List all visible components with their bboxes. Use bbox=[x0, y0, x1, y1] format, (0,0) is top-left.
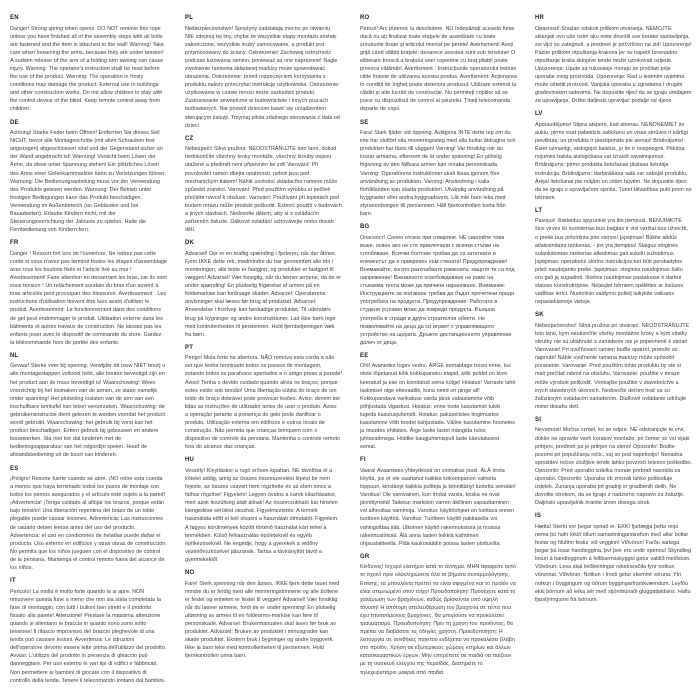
lang-code-gr: GR bbox=[360, 553, 370, 560]
warning-text-fr: Danger ! Ressort fort lors de l'ouverture. Ne retirez pas cette corde si vous n'avez pas terminé toutes les étapes d'assemblage avec tous les boulons fixés et l'article fixé au mur ! Avertissement! Faire attention en desserrant les bras, car ils sont sous tension ! Un relâchement soudain du bras d'un auvent à bras articulés peut provoquer des blessures. Avertissement : Les instructions d'utilisation doivent être lues avant d'utiliser le produit. Avertissement: Le fonctionnement dans des conditions de gel peut endommager le produit. Utilisation externe dans les bâtiments et autres travaux de construction. Ne laissez pas les enfants jouer avec le dispositif de commande du store. Gardez la télécommande hors de portée des enfants. bbox=[10, 250, 167, 346]
lang-section-lv bbox=[535, 111, 692, 201]
lang-section-es bbox=[10, 466, 167, 573]
lang-section-hr bbox=[535, 15, 692, 105]
warning-text-ro: Pericol! Arc puternic la deschidere. NU îndepărtați această funie dacă nu ați finalizat toate etapele de asamblare cu toate șuruburile fixate și articolul montat pe perete! Avertisment! Aveți grijă când slăbiți brațele, deoarece acestea sunt sub tensiune! O eliberare bruscă a brațului unei copertine cu braț pliabil poate provoca vătămări. Avertisment : Instrucțiunile operatorului trebuie citite înainte de utilizarea acestui produs. Avertisment: Acționarea în condiții de îngheț poate deteriora produsul. Utilizare externă la clădiri și alte lucrări de construcție. Nu permiteți copiilor să se joace cu dispozitivul de control al jaluzelei. Țineți telecomanda departe de copii. bbox=[360, 25, 517, 113]
column-4 bbox=[535, 15, 692, 692]
warning-text-dk: Advarsel! Der er en kraftig spænding i fjederen, når der åbnes. Fjern IKKE dette reb, medmindre du har gennemført alle trin i monteringen, alle bolte er fastgjort, og produktet er fastgjort til væggen! Advarsel! Vær forsigtig, når du løsner armene, da de er under spænding! En pludselig frigørelse af armen på en foldemarkise kan forårsage skader. Advarsel: Operatørens anvisninger skal læses før brug af produktet. Advarsel: Anvendelse i frostvejr kan beskadige produktet. Til udendørs brug på bygninger og andre konstruktioner. Lad ikke børn lege med kontrolenheden til persiennen. Hold fjernbetjeningen væk fra børn. bbox=[185, 250, 342, 338]
warning-text-bg: Опасност! Силен отскок при отваряне. НЕ сваляйте това въже, освен ако не сте приключили с всички стъпки на сглобяване. Всички болтове трябва да са затегнати и елементът да е прикрепен към стената! Предупреждение! Внимавайте, когато разхлабвате рамената, защото те са под напрежение! Внезапното освобождаване на рамо на сгъваема тента може да причини нараняване. Внимание: Инструкциите за ползване трябва да бъдат прочетени преди употребата на продукта. Предупреждение: Работата в студени условия може да повреди продукта. Външна употреба в сгради и други строителни обекти. Не позволявайте на деца да си играят с управляващото устройство на щората. Дръжте дистанционното управление далеч от деца. bbox=[360, 234, 515, 346]
lang-section-ro bbox=[360, 15, 517, 114]
lang-code-no: NO bbox=[185, 570, 195, 577]
warning-text-en: Danger! Strong spring when opens. DO NOT remove this rope unless you have finished all of the assembly steps with all bolts are fastened and the item is attached to the wall! Warning! Take care when loosening the arms, because they are under tension! A sudden release of the arm of a folding arm awning can cause injury. Warning: The operator's instruction shall be read before the use of the product. Warning: The operation in frosty conditions may damage the product. External use in buildings and other construction works. Do not allow children to play with the control device of the blind. Keep remote control away from children. bbox=[10, 25, 164, 113]
lang-section-bg bbox=[360, 224, 517, 347]
lang-code-cz: CZ bbox=[185, 135, 194, 142]
warning-text-ee: Oht! Avanedes tugev vedru. ÄRGE eemaldage trossi enne, kui olete lõpetanud kõik kokkupaneku etapid, kõik poldid on kinni keeratud ja ese on kinnitatud seina külge! Hoiatus! Varraste lahti laskmisel olge ettevaatlik, kuna need on pinge all! Kokkupandava varikatuse varda järsk vabastamine võib põhjustada vigastusi. Hoiatus: enne toote kasutamist tuleb lugeda kasutusjuhendit. Hoiatus: pakaselistes tingimustes kasutamine võib toodet kahjustada. Väline kasutamine hoonetes ja muudes ehitistes. Ärge laske lastel mängida ruloo juhtseadmega. Hoidke kaugjuhtimispult laste käeulatusest eemal. bbox=[360, 363, 516, 451]
lang-code-lt: LT bbox=[535, 207, 543, 214]
lang-section-sk bbox=[535, 312, 692, 411]
warning-text-gr: Κίνδυνος! Ισχυρό ελατήριο κατά το άνοιγμα. ΜΗΝ αφαιρείτε αυτό το σχοινί πριν ολοκληρώσετε όλα τα βήματα συναρμολόγησης. Επίσης, τα μπουλόνια πρέπει να είναι σφιγμένα και το προϊόν να είναι στερεωμένο στον τοίχο! Προειδοποίηση! Προσέχετε κατά τη χαλάρωση των βραχιόνων, καθώς βρίσκονται υπό υψηλή τάνυση! Η απότομη απελευθέρωση του βραχίονα σε τέντα που έχει πτυσσόμενους βραχίονες, θα μπορούσε να προκαλέσει τραυματισμό. Προειδοποίηση: Πριν τη χρήση του προϊόντος, θα πρέπει να διαβάσετε τις οδηγίες χρήστη. Προειδοποίηση: Η λειτουργία σε συνθήκες παγετού ενδέχεται να προκαλέσει βλάβη στο προϊόν. Χρήση σε εξωτερικούς χώρους κτηρίων και άλλων κατασκευαστικών έργων. Μην επιτρέπετε σε παιδιά να παίζουν με τη συσκευή ελέγχου της περσίδας. Διατηρείτε το τηλεχειριστήριο μακριά από παιδιά. bbox=[360, 564, 516, 676]
lang-section-dk bbox=[185, 240, 342, 339]
lang-section-is bbox=[535, 513, 692, 603]
lang-section-hu bbox=[185, 457, 342, 564]
lang-code-se: SE bbox=[360, 119, 369, 126]
warning-text-hu: Veszély! Kinyitáskor a rugó erősen kipattan. NE távolítsa el a kötelet addig, amíg az összes összeszerelési lépést be nem fejezte, az összes csavart nem rögzítette és az elem nincs a falhoz rögzítve! Figyelem! Legyen óvatos a karok kilazításakor, mert azok feszültség alatt állnak! Az összecsukható kar hirtelen kiengedése sérülést okozhat. Figyelmeztetés: A termék használata előtt el kell olvasni a használati útmutatót. Figyelem: A fagyos körülmények között történő használat kárt tehet a termékben. Külső felhasználás épületeknél és egyéb építkezéseknél. Ne engedje, hogy a gyerekek a redőny vezérlőeszközével játszanak. Tartsa a távirányítót távol a gyermekektől. bbox=[185, 467, 339, 563]
lang-code-pl: PL bbox=[185, 15, 194, 21]
lang-section-nl bbox=[10, 353, 167, 460]
warning-text-no: Fare! Sterk spenning når den åpnes. IKKE fjern dette tauet med mindre du er ferdig med alle monteringstrinnene og alle boltene er festet og enheten er festet til veggen! Advarsel! Vær forsiktig når du løsner armene, fordi de er under spenning! En plutselig utløsning av armen til en foldearms-markise kan føre til personskade. Advarsel: Brukermanualen skal leses før bruk av produktet. Advarsel: Bruken av produktet i minusgrader kan skade produktet. Ekstern bruk i bygninger og andre byggverk. Ikke la barn leke med kontrollenheten til persiennen. Hold fjernkontrollen unna barn. bbox=[185, 580, 340, 660]
lang-section-gr bbox=[360, 554, 517, 677]
lang-code-pt: PT bbox=[185, 344, 194, 351]
lang-section-no bbox=[185, 570, 342, 660]
lang-code-hr: HR bbox=[535, 15, 545, 21]
lang-code-fi: FI bbox=[360, 457, 366, 464]
lang-code-si: SI bbox=[535, 416, 542, 423]
lang-code-fr: FR bbox=[10, 240, 19, 247]
lang-section-se bbox=[360, 120, 517, 219]
warning-text-lt: Pavojus! Išskleidus spyruoklė yra itin įtempusi. NENUIMKITE šios virvės iki surinkimas bus baigtas ir visi varžtai bus užveržti, o prekė bus pritvirtinta prie sienos! Įspėjimas! Būkite atidūs atlaisvindami rankenas, - jos yra įtemptos! Staigus stoginės sulankstomas rankenas atleidimas gali sukelti sužeidimus. Įspėjimas: operatoriui skirtos instrukcijos turi būti perskaitytos prieš naudojantis preke. Įspėjimas: stoginės naudojimas šaltu oru gali ją sugadinti. Išorinis naudojimas pastatuose ir darbui statose konstrukcijose. Neļaujiet bērniem spēlēties ar žalūzes vadības ierīci. Nuotolinio valdymo pultelį laikykite vaikams nepasiekiamoje vietoje. bbox=[535, 218, 688, 306]
lang-code-es: ES bbox=[10, 465, 19, 472]
lang-section-pt bbox=[185, 345, 342, 452]
lang-section-de bbox=[10, 120, 167, 235]
warning-text-de: Achtung! Starke Feder beim Öffnen! Entfernen Sie dieses Seil NICHT, bevor alle Montageschritte (mit allen Schrauben fest angezogen) abgeschlossen sind und der Gegenstand sicher an der Wand angebracht ist! Warnung! Vorsicht beim Lösen der Arme, da diese unter Spannung stehen! Ein plötzliches Lösen des Arms einer Gelenkarmmarkise kann zu Verletzungen führen. Warnung: Die Bedienungsanleitung muss vor der Verwendung des Produkts gelesen werden. Warnung: Der Betrieb unter frostigen Bedingungen kann das Produkt beschädigen. Verwendung im Außenbereich (an Gebäuden und bei Bauarbeiten). Erlaube Kindern nicht, mit der Steuerungsvorrichtung der Jalousie zu spielen. Halte die Fernbedienung von Kindern fern. bbox=[10, 130, 166, 234]
warning-text-nl: Gevaar! Sterke veer bij opening. Verwijder dit touw NIET tenzij u alle montagestappen voltooid hebt, alle bouten bevestigd zijn en het product aan de muur bevestigd is! Waarschuwing! Wees voorzichtig bij het losmaken van de armen, ze staan namelijk onder spanning! Het plotseling loslaten van de arm van een inschuifbare armluifel kan letsel veroorzaken. Waarschuwing: de gebruikersinstructie dient gelezen te worden voordat het product wordt gebruikt. Waarschuwing: het gebruik bij vorst kan het product beschadigen. Extern gebruik bij gebouwen en andere bouwwerken. Sta niet toe dat kinderen met de bedieningsapparatuur van het rolgordijn spelen. Houd de afstandsbediening uit de buurt van kinderen. bbox=[10, 363, 166, 459]
column-1 bbox=[10, 15, 167, 692]
lang-code-dk: DK bbox=[185, 240, 195, 247]
column-2 bbox=[185, 15, 342, 692]
warning-text-pl: Niebezpieczeństwo! Sprężyny zadziałają mocno po otwarciu. NIE zdejmuj tej liny, chyba że wszystkie etapy montażu zostały zakończone, wszystkie śruby zamocowane, a produkt jest przymocowany do ściany. Ostrzeżenie! Zachowaj ostrożność podczas luzowania ramion, ponieważ są one naprężone! Nagłe zwolnienie ramienia składanej markizy może spowodować obrażenia. Ostrzeżenie: przed rozpoczęciem korzystania z produktu należy przeczytać instrukcję użytkownika. Ostrzeżenie: użytkowanie w czasie mrozu może uszkodzić produkt. Zastosowanie zewnętrzne w budownictwie i innych pracach budowlanych. Nie pozwól dzieciom bawić się urządzeniem sterującym żaluzji. Trzymaj pilota zdalnego sterowania z dala od dzieci. bbox=[185, 25, 340, 129]
lang-code-en: EN bbox=[10, 15, 19, 21]
column-3 bbox=[360, 15, 517, 692]
warning-text-se: Fara! Stark fjäder vid öppning. Avlägsna INTE detta rep om du inte har slutfört alla monteringssteg med alla bultar åtdragna och produkten har fästs till väggen! Varning! Var försiktig när du lossar armarna, eftersom de är under spänning! En plötslig frigivning av den fällbara armen kan orsaka personskada. Varning: Operatörens instruktioner skall läsas igenom före användning av produkten. Varning: Användning i kalla förhållanden kan skada produkten. Utvändig användning på byggnader eller andra byggnadsverk. Låt inte barn leka med styranordningen till persiennen. Håll fjärrkontrollen borta från barn. bbox=[360, 130, 516, 217]
warning-text-is: Hætta! Sterkt vor þegar opnað er. EKKI fjarlægja þetta reipi nema þú hafir lokið öllum samsetningarskrefum með allar boltar festar og hlutinn festur við vegginn! Viðvörun! Farðu varlega þegar þú losar handleggina, því þeir eru undir spennu! Skyndileg losun á handleggnum á fellibarmsskyggni getur valdið meiðslum. Viðvörun: Lesa skal leiðbeiningar rekstraraðila fyrir notkun vörunnar. Viðvörun: Notkun í frosti getur skemmt vöruna. Ytri notkun í byggingum og öðrum byggingarframkvæmdum. Leyfðu ekki börnum að leika sér með stjórnbúnaði gluggatjaldsins. Haltu fjarstýringunni frá börnum. bbox=[535, 523, 692, 603]
lang-section-it bbox=[10, 578, 167, 685]
lang-code-hu: HU bbox=[185, 457, 195, 464]
warning-text-si: Nevarnost! Močna vzmet, ko se odpre. NE odstranjujte te vrvi, dokler ne opravite vseh korakov montaže, pri čemer so vsi vijaki pritrjeni, predmet pa je pritrjen na steno! Opozorilo! Bodite pozorni pri popuščanju ročic, saj so pod napetostjo! Nenadna sprostitev ročice zložljive tende lahko povzroči telesno poškodbo. Opozorilo: Pred uporabo izdelka morate prebrati navodila za uporabo. Opozorilo: Uporaba ob zmrzali lahko poškoduje izdelek. Zunanja uporaba pri gradnji in gradbenih delih. Ne dovolite otrokom, da se igrajo z nadzorno napravo za žaluzije. Daljinski upravljalnik hranite izven dosega otrok. bbox=[535, 427, 692, 507]
lang-section-lt bbox=[535, 208, 692, 307]
warning-text-sk: Nebezpečenstvo! Silná pružina pri otváraní. NEODSTRAŇUJTE toto lano, kým neukončíte všetky montážne kroky a kým všetky skrutky nie sú utiahnuté a zariadenie nie je pripevnené k stene! Varovanie! Pri uvoľňovaní ramien buďte opatrní, pretože sú napnuté! Náhle uvoľnenie ramena markízy môže spôsobiť poranenie. Varovanie: Pred použitím tohto produktu by ste si mali prečítať návod na obsluhu. Varovanie: použitie v mraze môže výrobok poškodiť. Vonkajšie použitie v stavebníctve a iných stavebných úkonoch. Nedovoľte deťom hrať sa so žalúziovým ovládacím zariadením. Diaľkové ovládanie udržujte mimo dosahu detí. bbox=[535, 322, 690, 410]
lang-code-bg: BG bbox=[360, 224, 370, 231]
lang-section-cz bbox=[185, 136, 342, 235]
warning-text-hr: Opasnost! Snažan odskok prilikom otvaranja. NEMOJTE sklanjati ovo uže osim ako niste dovršili sve korake sastavljanja, svi vijci su zategnuti, a predmet je pričvršćen na zid! Upozorenje! Pazite prilikom otpuštanja krakova jer su napeti! Iznenadno otpuštanje kraka sklopive tende može uzrokovati ozljede. Upozorenje: Upute za rukovanje moraju se pročitati prije uporabe ovog proizvoda. Upozorenje: Rad u ledenim uvjetima može oštetiti proizvod. Vanjska uporaba u zgradama i drugim građevinskim radovima. Ne dopustite djeci da se igraju uređajem za upravljanje. Držite daljinski upravljač podalje od djece. bbox=[535, 25, 692, 105]
warning-text-fi: Vaara! Avaamisen yhteydessä on voimakas jousi. ÄLÄ irrota köyttä, jos et ole saattanut kaikkia kokoonpanon vaiheita loppuun, kiristänyt kaikkia pultteja ja kiinnittänyt tuotetta seinään! Varoitus! Ole varovainen, kun irrotat varsia, koska ne ovat jännittyneitä! Taitetun markiisin varren äkillinen vapauttaminen voi aiheuttaa vammoja. Varoitus: käyttöohjeet on luettava ennen tuotteen käyttöä. Varoitus: Tuotteen käyttö pakkasella voi vahingoittaa sitä. Ulkoinen käyttö rakennuksissa ja muissa rakennustöissä. Älä anna lasten leikkiä kaihtimen ohjauslaitteella. Pidä kaukosäädin poissa lasten ulottuvilta. bbox=[360, 467, 516, 547]
warning-text-es: ¡Peligro! Resorte fuerte cuando se abre. ¡NO retire esta cuerda a menos que haya terminado todos los pasos de montaje con todos los pernos asegurados y el artículo esté sujeto a la pared! ¡Advertencia! ¡Tenga cuidado al aflojar los brazos, porque están bajo tensión! Una liberación repentina del brazo de un toldo plegable puede causar lesiones. Advertencia: Las instrucciones de usuario deben leerse antes del uso del producto. Advertencia: el uso en condiciones de heladas puede dañar el producto. Uso externo en edificios y otras obras de construcción. No permita que los niños jueguen con el dispositivo de control de la persiana. Mantenga el control remoto fuera del alcance de los niños. bbox=[10, 476, 167, 572]
lang-section-en bbox=[10, 15, 167, 114]
lang-code-is: IS bbox=[535, 513, 542, 520]
lang-section-ee bbox=[360, 353, 517, 452]
lang-code-nl: NL bbox=[10, 352, 19, 359]
lang-code-ee: EE bbox=[360, 352, 369, 359]
lang-code-de: DE bbox=[10, 119, 19, 126]
warning-text-lv: Apdraudējums! Stipra atspere, kad atveras. NENOŅEMIET šo auklu, pirms esat pabeidzis salikšanu un visas skrūves ir kārtīgi pievilktas, un produkts ir piestiprināts pie sienas! Brīdinājums! Esiet uzmanīgi, atslogojot balstus, jo tie ir nospriegoti. Pēkšņa nojumes balsta atslogošana var izraisīt savainojumus. Brīdinājums: pirms produkta lietošanas jāizlasa lietotāja instrukcija. Brīdinājums: darbināšana salā var sabojāt produktu. Ārējai lietošanai pie mājām un citām būvēm. Ne dopustite djeci da se igraju s upravljačem sjenila. Turiet tālvadības pulti prom no bērniem. bbox=[535, 121, 692, 201]
warning-text-cz: Nebezpečí! Silná pružina. NEODSTRAŇUJTE toto lano, dokud nedokončíte všechny kroky montáže, všechny šrouby nejsou utažené a předmět není připevněn ke zdi! Varování! Při povolování ramen dbejte opatrnosti, neboť jsou pod mechanickým tlakem! Náhlé uvolnění skládacího ramene může způsobit zranění. Varování: Před použitím výrobku si pečlivě přečtěte návod k obsluze. Varování: Používání při teplotách pod bodem mrazu může produkt poškodit. Externí použití v budovách a jiných stavbách. Nedovolte dětem, aby si s ovládacím zařízením žaluzie. Dálkové ovládání uchovávejte mimo dosah dětí. bbox=[185, 146, 342, 234]
lang-section-fr bbox=[10, 240, 167, 347]
lang-section-si bbox=[535, 417, 692, 507]
lang-code-it: IT bbox=[10, 578, 16, 585]
lang-section-pl bbox=[185, 15, 342, 130]
lang-code-ro: RO bbox=[360, 15, 370, 21]
warning-text-pt: Perigo! Mola forte na abertura. NÃO remova esta corda a não ser que tenha terminado todos os passos de montagem, estando todos os parafusos apertados e o artigo preso à parede! Aviso! Tenha o devido cuidado quando alivia os braços, porque estes estão sob tensão! Uma libertação súbita do braço de um toldo de braço dobrável pode provocar lesões. Aviso: devem ser lidas as instruções de utilizador antes de usar o produto. Aviso: a operação perante a presença de gelo pode danificar o produto. Utilização externa em edifícios e outros locais de construção. Não permita que crianças brinquem com o dispositivo de controle da persiana. Mantenha o controle remoto fora do alcance das crianças. bbox=[185, 355, 342, 451]
warning-text-it: Pericolo! La molla è molto forte quando la si apre. NON rimuovere questa fune a meno che non sia stata completata la fase di montaggio, con tutti i bulloni ben stretti e il prodotto fissato alla parete! Attenzione! Prestare la massima attenzione quando si allentano le braccia in quanto sono sono sotto tensione! Il rilascio improvviso del braccio pieghevole di una tenda può causare lesioni. Avvertenza: Le istruzioni dell'operatore devono essere lette prima dell'utilizzo del prodotto. Avviso: L'utilizzo del prodotto in presenza di ghiaccio può danneggiare. Per uso esterno in vari tipi di edifici e fabbricati. Non permettere ai bambini di giocare con il dispositivo di controllo della tenda. Tenere il telecomando lontano dai bambini. bbox=[10, 588, 167, 684]
lang-code-sk: SK bbox=[535, 312, 544, 319]
lang-section-fi bbox=[360, 457, 517, 547]
lang-code-lv: LV bbox=[535, 111, 543, 118]
